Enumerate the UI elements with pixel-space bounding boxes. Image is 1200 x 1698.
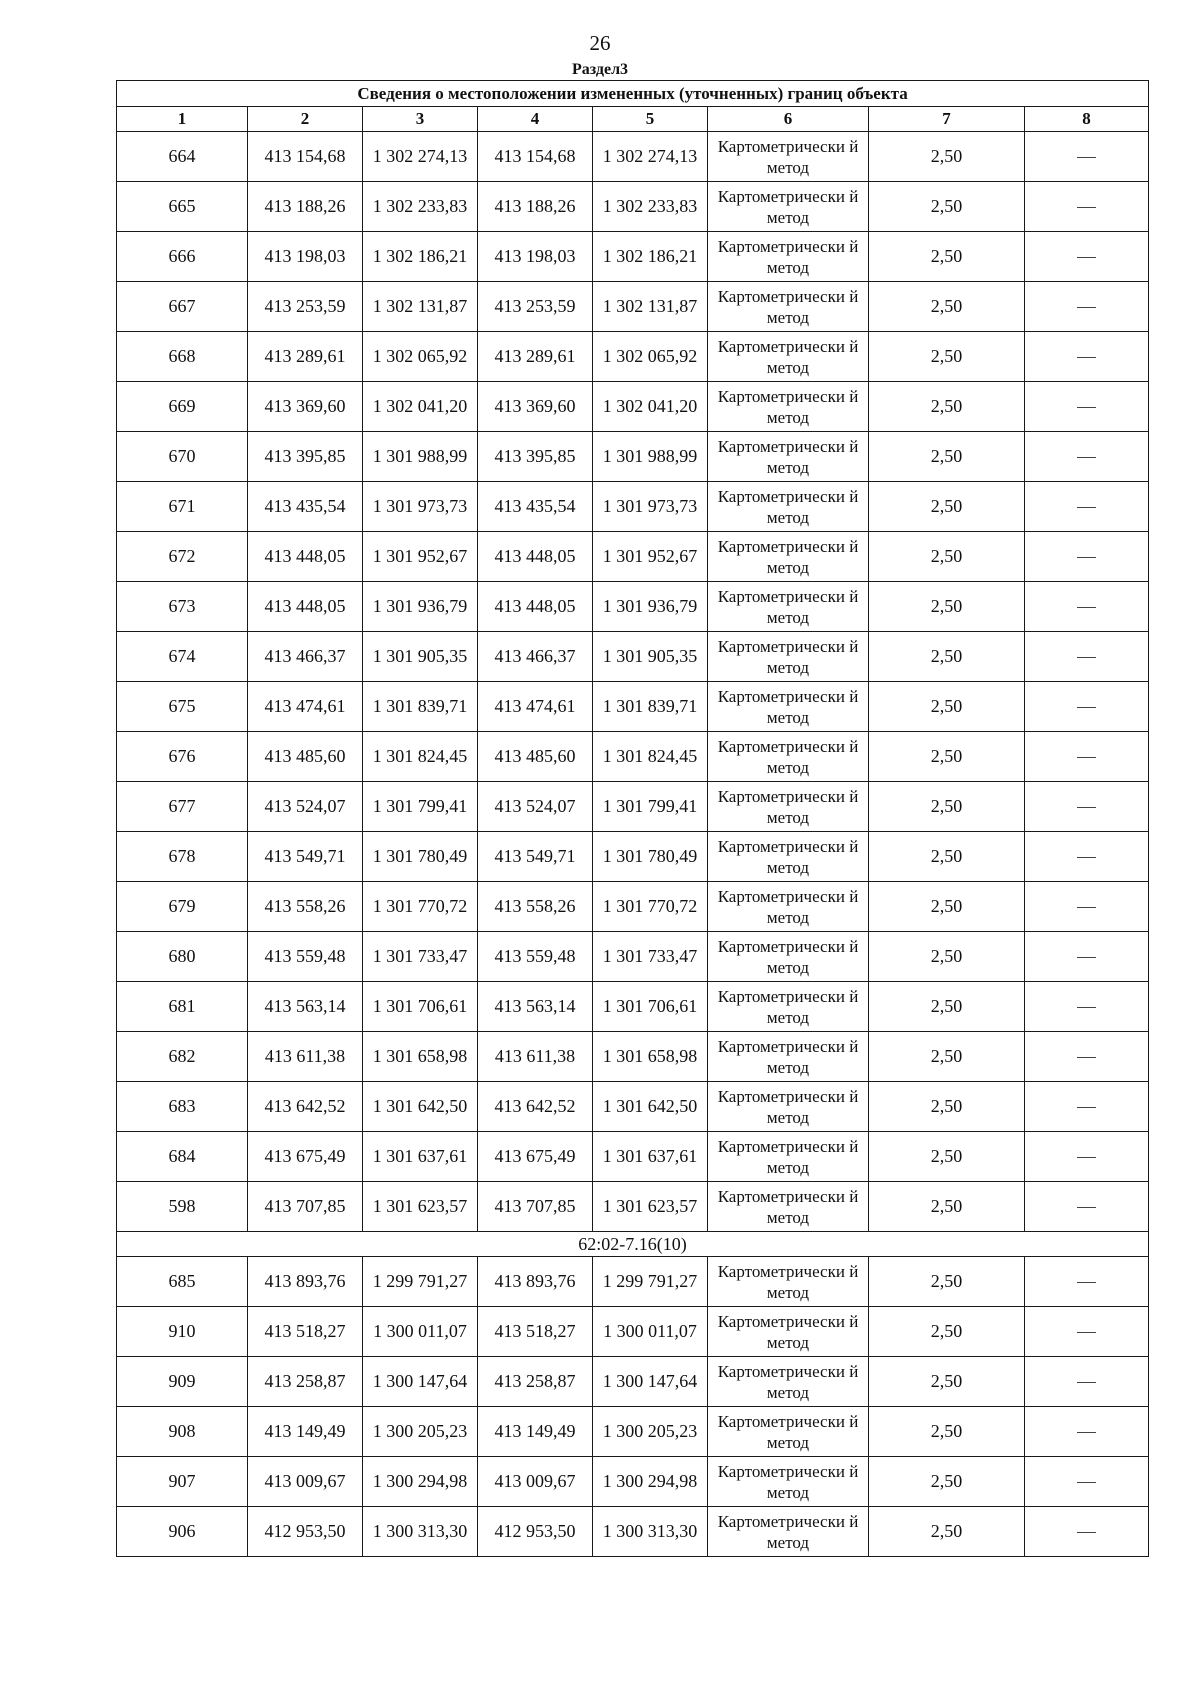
determination-method: Картометрически й метод	[708, 182, 869, 232]
new-y-coordinate: 1 302 186,21	[593, 232, 708, 282]
determination-method: Картометрически й метод	[708, 682, 869, 732]
point-number: 675	[117, 682, 248, 732]
new-x-coordinate: 413 558,26	[478, 882, 593, 932]
old-x-coordinate: 413 559,48	[248, 932, 363, 982]
accuracy-value: 2,50	[869, 982, 1025, 1032]
accuracy-value: 2,50	[869, 282, 1025, 332]
determination-method: Картометрически й метод	[708, 582, 869, 632]
new-x-coordinate: 413 154,68	[478, 132, 593, 182]
dash-mark	[1077, 357, 1096, 358]
table-title: Сведения о местоположении измененных (уточненных) границ объекта	[117, 81, 1149, 107]
old-x-coordinate: 413 558,26	[248, 882, 363, 932]
column-header: 1	[117, 107, 248, 132]
point-description	[1025, 882, 1149, 932]
accuracy-value: 2,50	[869, 332, 1025, 382]
point-number: 684	[117, 1132, 248, 1182]
dash-mark	[1077, 1107, 1096, 1108]
dash-mark	[1077, 1482, 1096, 1483]
dash-mark	[1077, 1282, 1096, 1283]
dash-mark	[1077, 757, 1096, 758]
determination-method: Картометрически й метод	[708, 1307, 869, 1357]
old-x-coordinate: 413 675,49	[248, 1132, 363, 1182]
table-row	[117, 782, 1149, 832]
point-number: 674	[117, 632, 248, 682]
new-x-coordinate: 413 559,48	[478, 932, 593, 982]
determination-method: Картометрически й метод	[708, 1457, 869, 1507]
determination-method: Картометрически й метод	[708, 732, 869, 782]
new-x-coordinate: 413 563,14	[478, 982, 593, 1032]
table-row	[117, 1357, 1149, 1407]
dash-mark	[1077, 957, 1096, 958]
old-y-coordinate: 1 302 131,87	[363, 282, 478, 332]
old-y-coordinate: 1 299 791,27	[363, 1257, 478, 1307]
accuracy-value: 2,50	[869, 1357, 1025, 1407]
dash-mark	[1077, 457, 1096, 458]
dash-mark	[1077, 857, 1096, 858]
new-y-coordinate: 1 301 936,79	[593, 582, 708, 632]
new-x-coordinate: 413 518,27	[478, 1307, 593, 1357]
table-row	[117, 1182, 1149, 1232]
dash-mark	[1077, 657, 1096, 658]
accuracy-value: 2,50	[869, 1457, 1025, 1507]
old-y-coordinate: 1 302 065,92	[363, 332, 478, 382]
table-row	[117, 1457, 1149, 1507]
table-row	[117, 982, 1149, 1032]
point-description	[1025, 732, 1149, 782]
new-x-coordinate: 413 474,61	[478, 682, 593, 732]
old-y-coordinate: 1 302 233,83	[363, 182, 478, 232]
accuracy-value: 2,50	[869, 1032, 1025, 1082]
old-y-coordinate: 1 301 973,73	[363, 482, 478, 532]
dash-mark	[1077, 1007, 1096, 1008]
new-y-coordinate: 1 302 041,20	[593, 382, 708, 432]
table-row	[117, 132, 1149, 182]
point-description	[1025, 632, 1149, 682]
old-x-coordinate: 413 524,07	[248, 782, 363, 832]
new-x-coordinate: 413 524,07	[478, 782, 593, 832]
old-y-coordinate: 1 300 147,64	[363, 1357, 478, 1407]
accuracy-value: 2,50	[869, 1507, 1025, 1557]
new-y-coordinate: 1 301 839,71	[593, 682, 708, 732]
old-x-coordinate: 413 258,87	[248, 1357, 363, 1407]
old-y-coordinate: 1 301 770,72	[363, 882, 478, 932]
new-x-coordinate: 413 198,03	[478, 232, 593, 282]
table-row	[117, 732, 1149, 782]
new-y-coordinate: 1 301 824,45	[593, 732, 708, 782]
point-description	[1025, 182, 1149, 232]
point-description	[1025, 1507, 1149, 1557]
determination-method: Картометрически й метод	[708, 932, 869, 982]
point-number: 909	[117, 1357, 248, 1407]
old-y-coordinate: 1 300 294,98	[363, 1457, 478, 1507]
table-row	[117, 432, 1149, 482]
point-number: 667	[117, 282, 248, 332]
point-number: 682	[117, 1032, 248, 1082]
new-x-coordinate: 413 611,38	[478, 1032, 593, 1082]
old-y-coordinate: 1 301 780,49	[363, 832, 478, 882]
old-y-coordinate: 1 300 011,07	[363, 1307, 478, 1357]
new-y-coordinate: 1 301 988,99	[593, 432, 708, 482]
new-x-coordinate: 413 448,05	[478, 582, 593, 632]
new-y-coordinate: 1 300 011,07	[593, 1307, 708, 1357]
point-number: 669	[117, 382, 248, 432]
accuracy-value: 2,50	[869, 882, 1025, 932]
old-y-coordinate: 1 301 952,67	[363, 532, 478, 582]
point-description	[1025, 682, 1149, 732]
determination-method: Картометрически й метод	[708, 1407, 869, 1457]
table-row	[117, 882, 1149, 932]
dash-mark	[1077, 1057, 1096, 1058]
point-description	[1025, 132, 1149, 182]
dash-mark	[1077, 1207, 1096, 1208]
dash-mark	[1077, 607, 1096, 608]
new-x-coordinate: 413 466,37	[478, 632, 593, 682]
new-x-coordinate: 413 448,05	[478, 532, 593, 582]
point-description	[1025, 982, 1149, 1032]
old-x-coordinate: 413 466,37	[248, 632, 363, 682]
old-y-coordinate: 1 302 041,20	[363, 382, 478, 432]
determination-method: Картометрически й метод	[708, 332, 869, 382]
point-description	[1025, 1032, 1149, 1082]
accuracy-value: 2,50	[869, 182, 1025, 232]
point-number: 678	[117, 832, 248, 882]
table-row	[117, 1507, 1149, 1557]
new-x-coordinate: 413 395,85	[478, 432, 593, 482]
point-number: 907	[117, 1457, 248, 1507]
new-y-coordinate: 1 300 147,64	[593, 1357, 708, 1407]
determination-method: Картометрически й метод	[708, 532, 869, 582]
group-row	[117, 1232, 1149, 1257]
new-x-coordinate: 413 289,61	[478, 332, 593, 382]
column-header: 6	[708, 107, 869, 132]
point-description	[1025, 1182, 1149, 1232]
accuracy-value: 2,50	[869, 1132, 1025, 1182]
new-y-coordinate: 1 301 780,49	[593, 832, 708, 882]
old-y-coordinate: 1 301 839,71	[363, 682, 478, 732]
point-number: 908	[117, 1407, 248, 1457]
page-number: 26	[589, 31, 611, 55]
determination-method: Картометрически й метод	[708, 432, 869, 482]
dash-mark	[1077, 207, 1096, 208]
table-row	[117, 282, 1149, 332]
new-y-coordinate: 1 300 205,23	[593, 1407, 708, 1457]
accuracy-value: 2,50	[869, 1082, 1025, 1132]
point-description	[1025, 832, 1149, 882]
point-description	[1025, 232, 1149, 282]
point-number: 677	[117, 782, 248, 832]
accuracy-value: 2,50	[869, 782, 1025, 832]
dash-mark	[1077, 307, 1096, 308]
new-x-coordinate: 413 435,54	[478, 482, 593, 532]
accuracy-value: 2,50	[869, 432, 1025, 482]
table-row	[117, 532, 1149, 582]
new-y-coordinate: 1 301 623,57	[593, 1182, 708, 1232]
old-x-coordinate: 413 549,71	[248, 832, 363, 882]
old-x-coordinate: 413 518,27	[248, 1307, 363, 1357]
old-y-coordinate: 1 301 623,57	[363, 1182, 478, 1232]
old-x-coordinate: 413 611,38	[248, 1032, 363, 1082]
point-number: 679	[117, 882, 248, 932]
new-x-coordinate: 413 258,87	[478, 1357, 593, 1407]
determination-method: Картометрически й метод	[708, 132, 869, 182]
point-number: 668	[117, 332, 248, 382]
point-number: 664	[117, 132, 248, 182]
accuracy-value: 2,50	[869, 1307, 1025, 1357]
point-number: 680	[117, 932, 248, 982]
new-y-coordinate: 1 301 658,98	[593, 1032, 708, 1082]
point-description	[1025, 282, 1149, 332]
table-row	[117, 1407, 1149, 1457]
old-x-coordinate: 413 289,61	[248, 332, 363, 382]
determination-method: Картометрически й метод	[708, 832, 869, 882]
table-row	[117, 932, 1149, 982]
old-x-coordinate: 413 642,52	[248, 1082, 363, 1132]
table-row	[117, 582, 1149, 632]
point-description	[1025, 582, 1149, 632]
old-y-coordinate: 1 300 205,23	[363, 1407, 478, 1457]
accuracy-value: 2,50	[869, 1407, 1025, 1457]
point-description	[1025, 932, 1149, 982]
determination-method: Картометрически й метод	[708, 482, 869, 532]
accuracy-value: 2,50	[869, 582, 1025, 632]
new-x-coordinate: 413 369,60	[478, 382, 593, 432]
dash-mark	[1077, 907, 1096, 908]
point-description	[1025, 482, 1149, 532]
table-row	[117, 1257, 1149, 1307]
old-x-coordinate: 413 707,85	[248, 1182, 363, 1232]
accuracy-value: 2,50	[869, 382, 1025, 432]
table-row	[117, 382, 1149, 432]
new-y-coordinate: 1 302 274,13	[593, 132, 708, 182]
new-y-coordinate: 1 301 642,50	[593, 1082, 708, 1132]
point-description	[1025, 1132, 1149, 1182]
accuracy-value: 2,50	[869, 682, 1025, 732]
table-row	[117, 682, 1149, 732]
dash-mark	[1077, 157, 1096, 158]
old-x-coordinate: 413 253,59	[248, 282, 363, 332]
table-row	[117, 232, 1149, 282]
accuracy-value: 2,50	[869, 132, 1025, 182]
point-description	[1025, 1257, 1149, 1307]
old-x-coordinate: 413 485,60	[248, 732, 363, 782]
point-description	[1025, 1307, 1149, 1357]
new-x-coordinate: 413 253,59	[478, 282, 593, 332]
dash-mark	[1077, 407, 1096, 408]
determination-method: Картометрически й метод	[708, 232, 869, 282]
determination-method: Картометрически й метод	[708, 1357, 869, 1407]
old-y-coordinate: 1 302 274,13	[363, 132, 478, 182]
point-description	[1025, 1357, 1149, 1407]
dash-mark	[1077, 1157, 1096, 1158]
new-y-coordinate: 1 302 233,83	[593, 182, 708, 232]
old-y-coordinate: 1 301 637,61	[363, 1132, 478, 1182]
determination-method: Картометрически й метод	[708, 882, 869, 932]
column-header: 2	[248, 107, 363, 132]
point-description	[1025, 1457, 1149, 1507]
determination-method: Картометрически й метод	[708, 1082, 869, 1132]
new-x-coordinate: 413 009,67	[478, 1457, 593, 1507]
new-x-coordinate: 413 675,49	[478, 1132, 593, 1182]
old-y-coordinate: 1 301 706,61	[363, 982, 478, 1032]
boundary-coordinates-table	[116, 80, 1149, 1557]
new-y-coordinate: 1 302 131,87	[593, 282, 708, 332]
table-row	[117, 1032, 1149, 1082]
point-description	[1025, 332, 1149, 382]
old-x-coordinate: 413 154,68	[248, 132, 363, 182]
determination-method: Картометрически й метод	[708, 1032, 869, 1082]
determination-method: Картометрически й метод	[708, 1182, 869, 1232]
column-header: 3	[363, 107, 478, 132]
accuracy-value: 2,50	[869, 732, 1025, 782]
old-x-coordinate: 413 198,03	[248, 232, 363, 282]
table-row	[117, 1082, 1149, 1132]
new-y-coordinate: 1 300 294,98	[593, 1457, 708, 1507]
table-row	[117, 332, 1149, 382]
new-y-coordinate: 1 301 905,35	[593, 632, 708, 682]
old-x-coordinate: 413 893,76	[248, 1257, 363, 1307]
new-x-coordinate: 412 953,50	[478, 1507, 593, 1557]
point-number: 676	[117, 732, 248, 782]
new-y-coordinate: 1 301 733,47	[593, 932, 708, 982]
old-y-coordinate: 1 301 642,50	[363, 1082, 478, 1132]
old-x-coordinate: 413 474,61	[248, 682, 363, 732]
new-y-coordinate: 1 301 637,61	[593, 1132, 708, 1182]
point-number: 681	[117, 982, 248, 1032]
old-y-coordinate: 1 302 186,21	[363, 232, 478, 282]
old-x-coordinate: 413 435,54	[248, 482, 363, 532]
new-x-coordinate: 413 642,52	[478, 1082, 593, 1132]
table-body	[117, 132, 1149, 1557]
dash-mark	[1077, 557, 1096, 558]
dash-mark	[1077, 1332, 1096, 1333]
old-y-coordinate: 1 301 799,41	[363, 782, 478, 832]
column-header: 5	[593, 107, 708, 132]
new-x-coordinate: 413 485,60	[478, 732, 593, 782]
point-number: 672	[117, 532, 248, 582]
old-y-coordinate: 1 301 936,79	[363, 582, 478, 632]
new-x-coordinate: 413 188,26	[478, 182, 593, 232]
determination-method: Картометрически й метод	[708, 1257, 869, 1307]
table-row	[117, 1307, 1149, 1357]
table-row	[117, 482, 1149, 532]
accuracy-value: 2,50	[869, 832, 1025, 882]
determination-method: Картометрически й метод	[708, 632, 869, 682]
point-number: 685	[117, 1257, 248, 1307]
old-y-coordinate: 1 300 313,30	[363, 1507, 478, 1557]
accuracy-value: 2,50	[869, 1182, 1025, 1232]
determination-method: Картометрически й метод	[708, 1507, 869, 1557]
column-header-row	[117, 107, 1149, 132]
accuracy-value: 2,50	[869, 932, 1025, 982]
old-x-coordinate: 413 369,60	[248, 382, 363, 432]
old-x-coordinate: 413 563,14	[248, 982, 363, 1032]
point-description	[1025, 532, 1149, 582]
point-number: 683	[117, 1082, 248, 1132]
new-y-coordinate: 1 301 799,41	[593, 782, 708, 832]
column-header: 4	[478, 107, 593, 132]
determination-method: Картометрически й метод	[708, 982, 869, 1032]
point-number: 906	[117, 1507, 248, 1557]
point-number: 671	[117, 482, 248, 532]
new-y-coordinate: 1 301 973,73	[593, 482, 708, 532]
old-x-coordinate: 413 188,26	[248, 182, 363, 232]
table-row	[117, 1132, 1149, 1182]
accuracy-value: 2,50	[869, 532, 1025, 582]
new-y-coordinate: 1 302 065,92	[593, 332, 708, 382]
old-y-coordinate: 1 301 905,35	[363, 632, 478, 682]
point-description	[1025, 382, 1149, 432]
determination-method: Картометрически й метод	[708, 382, 869, 432]
group-label: 62:02-7.16(10)	[117, 1232, 1149, 1257]
new-y-coordinate: 1 300 313,30	[593, 1507, 708, 1557]
accuracy-value: 2,50	[869, 232, 1025, 282]
determination-method: Картометрически й метод	[708, 782, 869, 832]
point-number: 666	[117, 232, 248, 282]
old-y-coordinate: 1 301 733,47	[363, 932, 478, 982]
point-number: 665	[117, 182, 248, 232]
new-y-coordinate: 1 301 952,67	[593, 532, 708, 582]
point-number: 673	[117, 582, 248, 632]
dash-mark	[1077, 507, 1096, 508]
new-y-coordinate: 1 299 791,27	[593, 1257, 708, 1307]
dash-mark	[1077, 1432, 1096, 1433]
old-x-coordinate: 412 953,50	[248, 1507, 363, 1557]
dash-mark	[1077, 707, 1096, 708]
old-y-coordinate: 1 301 988,99	[363, 432, 478, 482]
new-y-coordinate: 1 301 706,61	[593, 982, 708, 1032]
new-x-coordinate: 413 707,85	[478, 1182, 593, 1232]
determination-method: Картометрически й метод	[708, 1132, 869, 1182]
column-header: 8	[1025, 107, 1149, 132]
point-number: 670	[117, 432, 248, 482]
old-x-coordinate: 413 448,05	[248, 582, 363, 632]
table-row	[117, 182, 1149, 232]
old-x-coordinate: 413 395,85	[248, 432, 363, 482]
point-description	[1025, 1082, 1149, 1132]
old-x-coordinate: 413 009,67	[248, 1457, 363, 1507]
determination-method: Картометрически й метод	[708, 282, 869, 332]
new-x-coordinate: 413 149,49	[478, 1407, 593, 1457]
point-description	[1025, 1407, 1149, 1457]
section-label: Раздел3	[571, 61, 629, 78]
point-description	[1025, 782, 1149, 832]
point-number: 598	[117, 1182, 248, 1232]
new-x-coordinate: 413 893,76	[478, 1257, 593, 1307]
accuracy-value: 2,50	[869, 482, 1025, 532]
new-y-coordinate: 1 301 770,72	[593, 882, 708, 932]
point-description	[1025, 432, 1149, 482]
table-row	[117, 832, 1149, 882]
dash-mark	[1077, 257, 1096, 258]
dash-mark	[1077, 807, 1096, 808]
accuracy-value: 2,50	[869, 1257, 1025, 1307]
old-y-coordinate: 1 301 824,45	[363, 732, 478, 782]
old-x-coordinate: 413 448,05	[248, 532, 363, 582]
accuracy-value: 2,50	[869, 632, 1025, 682]
old-y-coordinate: 1 301 658,98	[363, 1032, 478, 1082]
dash-mark	[1077, 1532, 1096, 1533]
point-number: 910	[117, 1307, 248, 1357]
dash-mark	[1077, 1382, 1096, 1383]
new-x-coordinate: 413 549,71	[478, 832, 593, 882]
table-row	[117, 632, 1149, 682]
column-header: 7	[869, 107, 1025, 132]
old-x-coordinate: 413 149,49	[248, 1407, 363, 1457]
